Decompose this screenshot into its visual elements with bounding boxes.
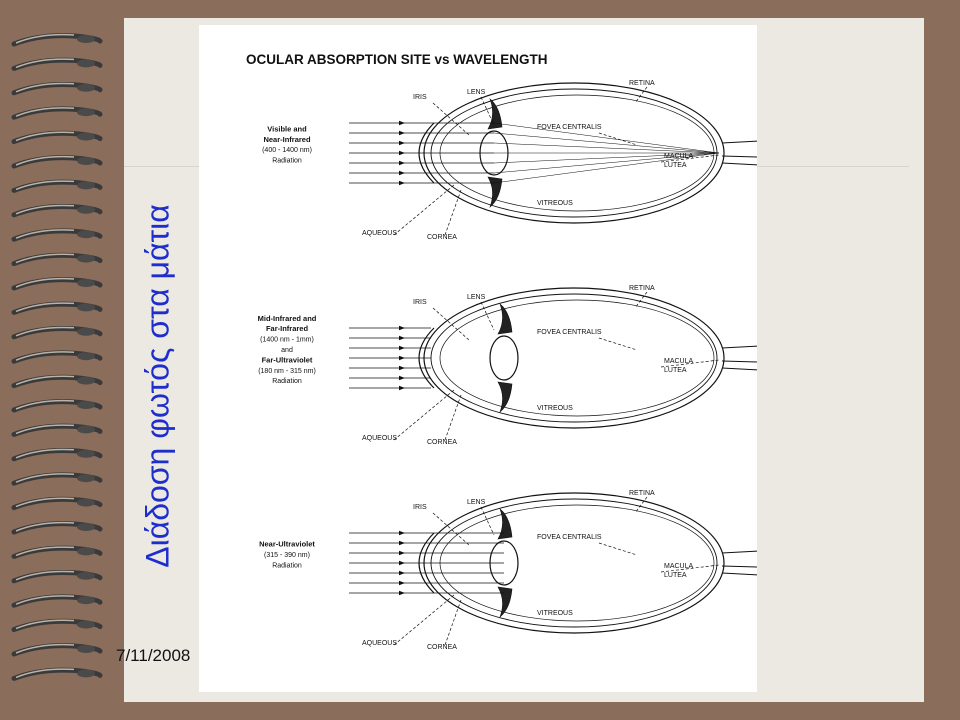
fovea-centralis-label: FOVEA CENTRALIS: [537, 329, 602, 336]
retina-label: RETINA: [629, 490, 655, 497]
cornea-label: CORNEA: [427, 644, 457, 651]
cornea-label: CORNEA: [427, 439, 457, 446]
spiral-ring: [14, 327, 100, 336]
spiral-ring: [14, 254, 100, 263]
radiation-label-line: Near-Ultraviolet: [259, 539, 315, 549]
radiation-label-line: Mid-Infrared and: [257, 313, 317, 323]
aqueous-label: AQUEOUS: [362, 640, 398, 647]
spiral-ring: [14, 83, 100, 92]
spiral-ring: [14, 303, 100, 312]
lens-label: LENS: [467, 499, 486, 506]
macula-label: MACULA: [664, 358, 694, 365]
spiral-ring: [14, 35, 100, 44]
iris-label: IRIS: [413, 299, 427, 306]
radiation-label-line: Radiation: [272, 562, 302, 570]
radiation-label-line: Visible and: [267, 124, 307, 134]
spiral-ring: [14, 425, 100, 434]
radiation-label-line: (1400 nm - 1mm): [260, 336, 314, 344]
slide-title: Διάδοση φωτός στα μάτια: [139, 204, 176, 568]
lens-label: LENS: [467, 294, 486, 301]
spiral-ring: [14, 571, 100, 580]
spiral-ring: [14, 205, 100, 214]
spiral-ring: [14, 376, 100, 385]
spiral-ring: [14, 449, 100, 458]
iris-label: IRIS: [413, 504, 427, 511]
retina-label: RETINA: [629, 80, 655, 87]
spiral-ring: [14, 474, 100, 483]
spiral-ring: [14, 59, 100, 68]
retina-label: RETINA: [629, 285, 655, 292]
spiral-ring: [14, 596, 100, 605]
vitreous-label: VITREOUS: [537, 200, 573, 207]
radiation-label-line: (315 - 390 nm): [264, 552, 310, 559]
eye-panel-2: [258, 285, 757, 446]
slide-divider-left: [124, 166, 199, 167]
macula-label: MACULA: [664, 563, 694, 570]
spiral-ring: [14, 620, 100, 629]
spiral-ring: [14, 547, 100, 556]
eye-panel-3: [259, 490, 757, 651]
iris-label: IRIS: [413, 94, 427, 101]
eye-panel-1: [262, 80, 757, 241]
vitreous-label: VITREOUS: [537, 405, 573, 412]
slide-divider-right: [757, 166, 909, 167]
spiral-ring: [14, 230, 100, 239]
spiral-ring: [14, 645, 100, 654]
notebook-spiral-binding: [0, 0, 124, 720]
aqueous-label: AQUEOUS: [362, 230, 398, 237]
radiation-label-line: Far-Ultraviolet: [261, 355, 313, 365]
radiation-label-line: Far-Infrared: [265, 324, 309, 334]
radiation-label-line: (180 nm - 315 nm): [258, 367, 316, 375]
radiation-label-line: and: [281, 347, 293, 354]
spiral-ring: [14, 157, 100, 166]
radiation-label-line: Near-Infrared: [263, 134, 311, 144]
vitreous-label: VITREOUS: [537, 610, 573, 617]
cornea-label: CORNEA: [427, 234, 457, 241]
spiral-ring: [14, 401, 100, 410]
spiral-ring: [14, 669, 100, 678]
aqueous-label: AQUEOUS: [362, 435, 398, 442]
spiral-ring: [14, 352, 100, 361]
spiral-ring: [14, 132, 100, 141]
spiral-ring: [14, 181, 100, 190]
lutea-label: LUTEA: [664, 367, 687, 374]
macula-label: MACULA: [664, 153, 694, 160]
eye-diagram-svg: [199, 25, 757, 692]
figure-title: OCULAR ABSORPTION SITE vs WAVELENGTH: [246, 52, 548, 67]
radiation-label-line: Radiation: [272, 378, 302, 386]
spiral-ring: [14, 523, 100, 532]
lutea-label: LUTEA: [664, 572, 687, 579]
eye-absorption-figure: [199, 25, 757, 692]
lens-label: LENS: [467, 89, 486, 96]
spiral-ring: [14, 498, 100, 507]
fovea-centralis-label: FOVEA CENTRALIS: [537, 124, 602, 131]
slide-date: 7/11/2008: [116, 646, 191, 665]
lutea-label: LUTEA: [664, 162, 687, 169]
radiation-label-line: (400 - 1400 nm): [262, 147, 312, 155]
fovea-centralis-label: FOVEA CENTRALIS: [537, 534, 602, 541]
spiral-ring: [14, 108, 100, 117]
radiation-label-line: Radiation: [272, 157, 302, 165]
spiral-ring: [14, 279, 100, 288]
